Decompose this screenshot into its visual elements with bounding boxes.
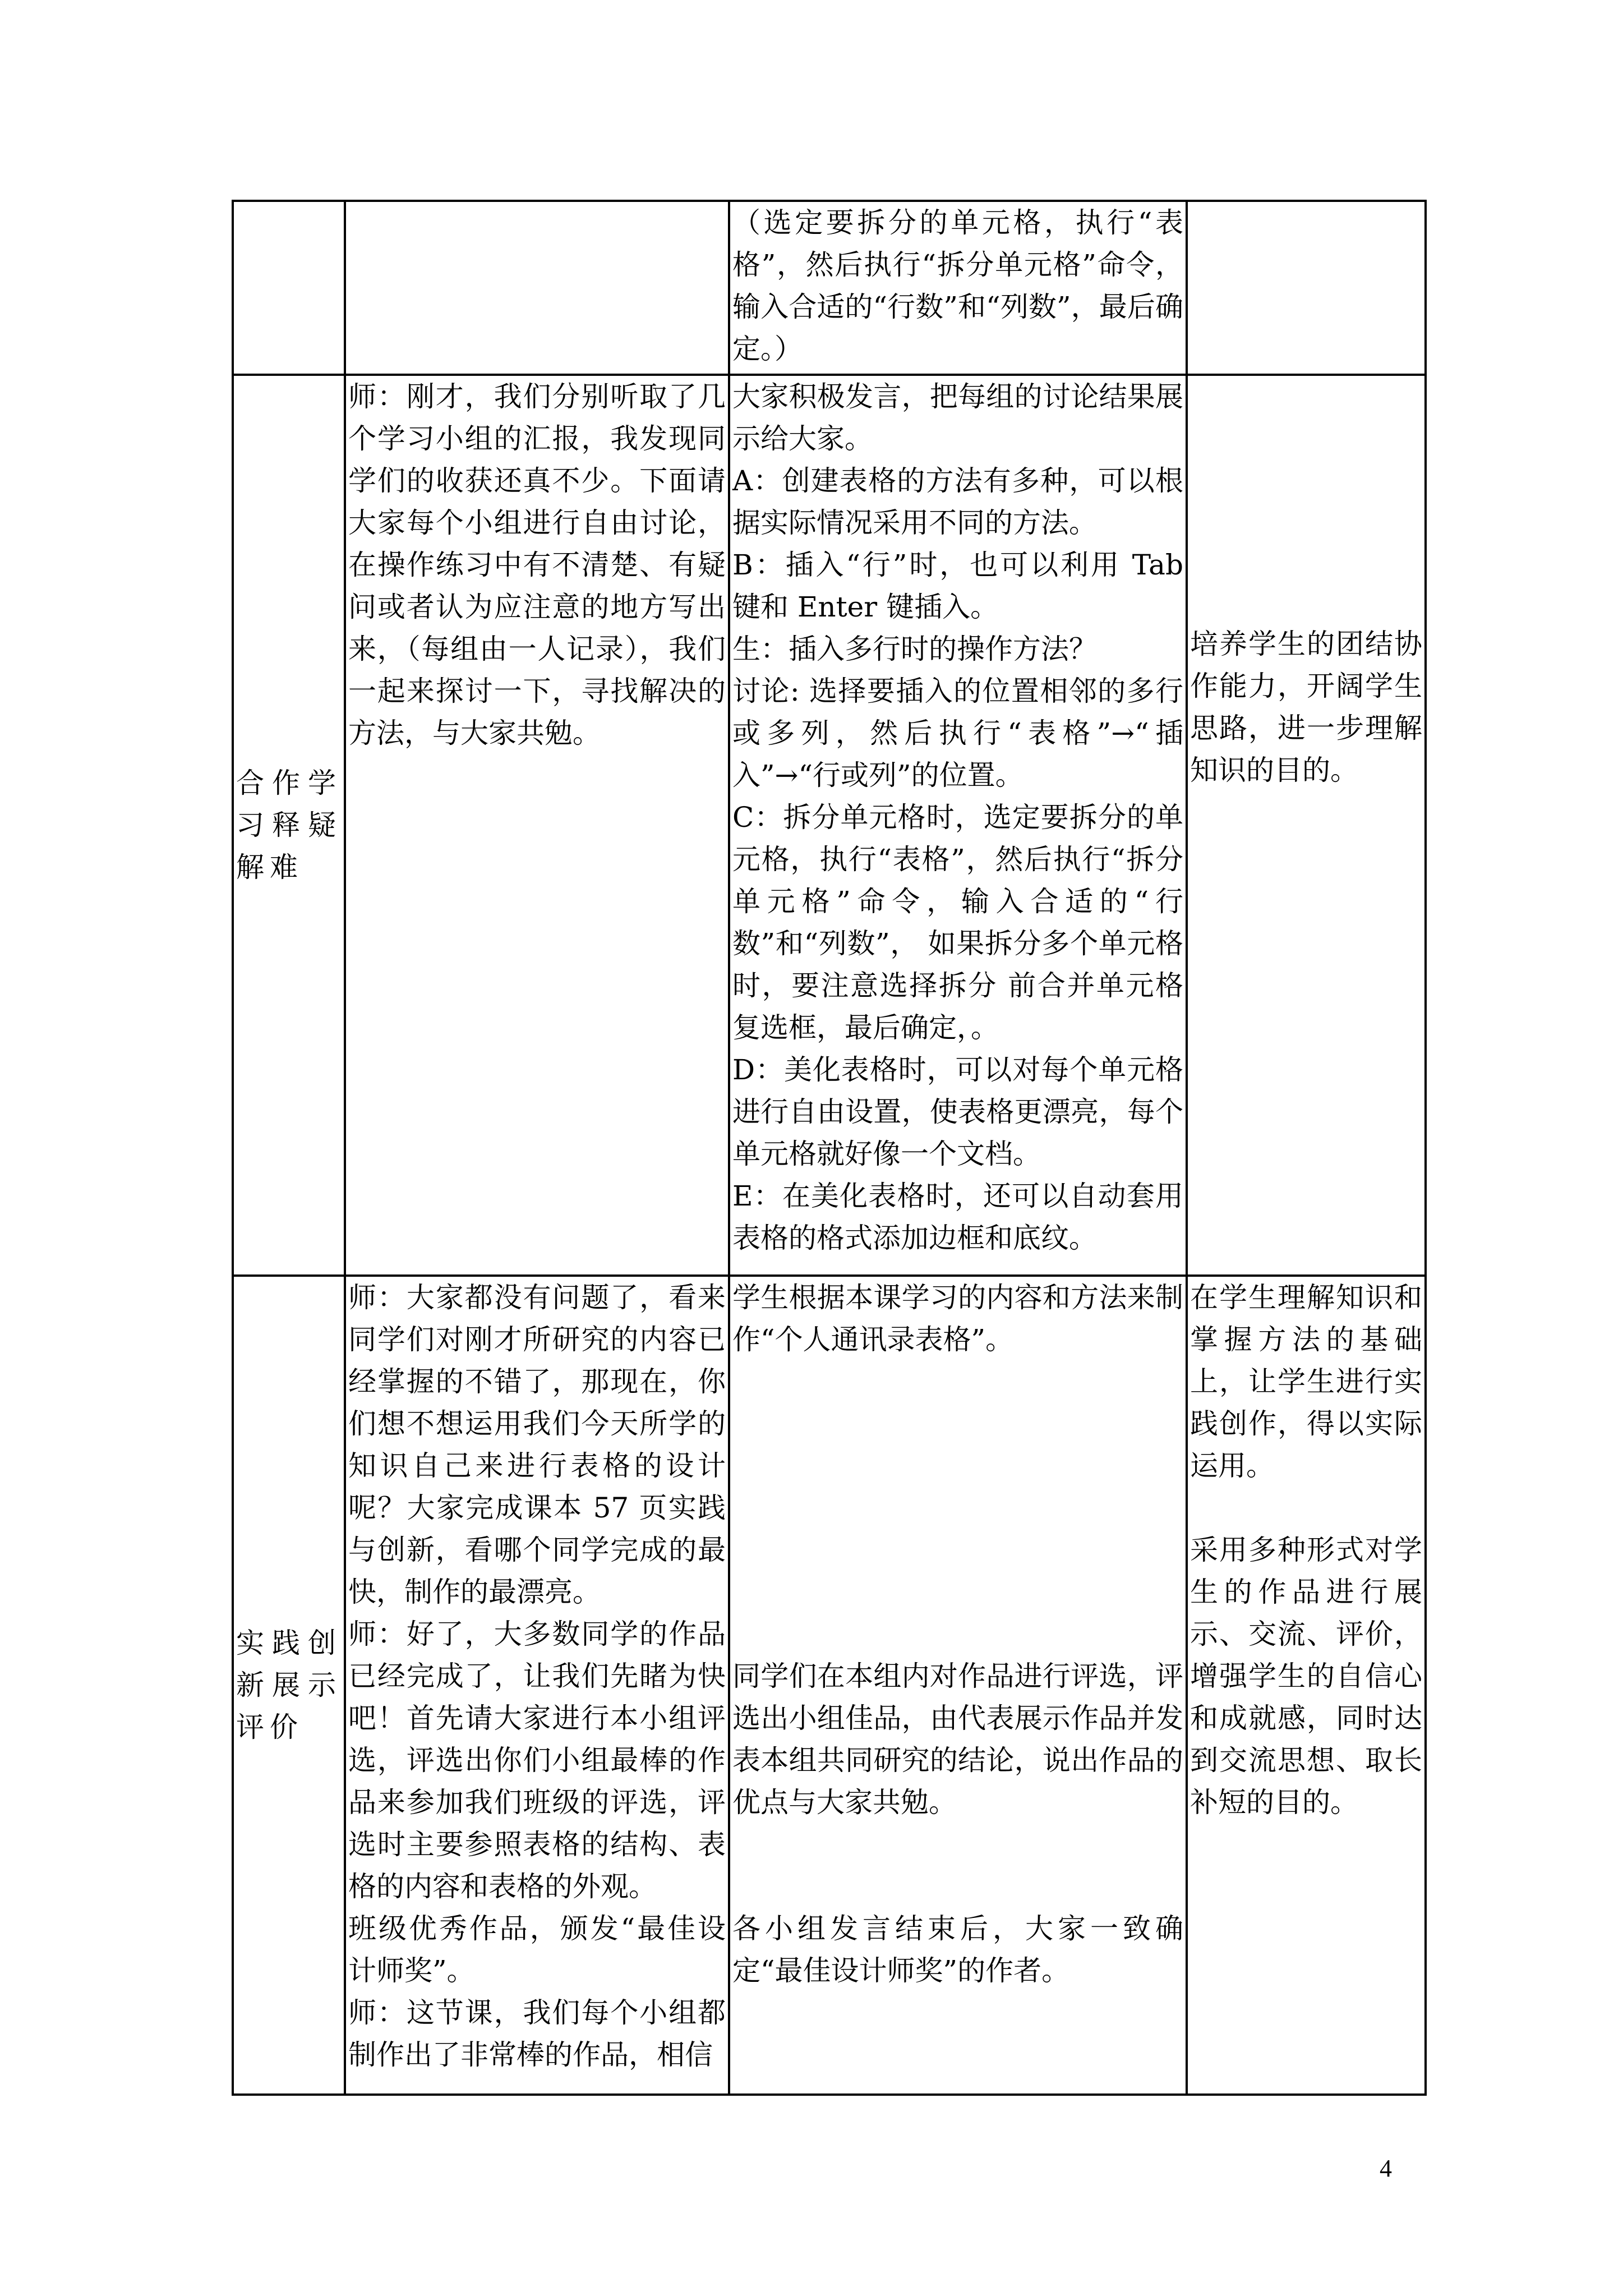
teacher-activity-text: 班级优秀作品，颁发“最佳设计师奖”。 xyxy=(348,1912,726,1987)
student-activity-text: A：创建表格的方法有多种，可以根据实际情况采用不同的方法。 xyxy=(732,464,1183,539)
student-activity-text: C：拆分单元格时，选定要拆分的单元格，执行“表格”，然后执行“拆分单元格”命令，输入合适的“行数”和“列数”， 如果拆分多个单元格时，要注意选择拆分 前合并单元格 复选框，最后确定，。 xyxy=(732,801,1183,1044)
design-intent-cell xyxy=(1187,1276,1426,2095)
design-intent-cell xyxy=(1187,201,1426,375)
teacher-activity-cell xyxy=(345,1276,729,2095)
table-row xyxy=(233,1276,1426,2095)
student-activity-text: （选定要拆分的单元格，执行“表格”，然后执行“拆分单元格”命令，输入合适的“行数”和“列数”，最后确定。） xyxy=(732,206,1183,365)
student-activity-text: 讨论: 选择要插入的位置相邻的多行或多列，然后执行“表格”→“插入”→“行或列”的位置。 xyxy=(732,675,1183,792)
design-intent-cell xyxy=(1187,375,1426,1276)
table-row xyxy=(233,375,1426,1276)
student-activity-text: B：插入“行”时，也可以利用 Tab 键和 Enter 键插入。 xyxy=(732,549,1183,623)
lesson-plan-table xyxy=(232,200,1427,2096)
teacher-activity-cell xyxy=(345,201,729,375)
design-intent-text: 在学生理解知识和掌握方法的基础上，让学生进行实践创作，得以实际运用。 xyxy=(1190,1281,1422,1482)
stage-cell xyxy=(233,201,345,375)
teacher-activity-text: 师：好了，大多数同学的作品已经完成了，让我们先睹为快吧！首先请大家进行本小组评选，评选出你们小组最棒的作品来参加我们班级的评选，评选时主要参照表格的结构、表格的内容和表格的外观。 xyxy=(348,1618,726,1903)
student-activity-cell xyxy=(729,375,1187,1276)
stage-cell: 实践创新展示评价 xyxy=(233,1276,345,2095)
student-activity-cell xyxy=(729,1276,1187,2095)
student-activity-text: 学生根据本课学习的内容和方法来制作“个人通讯录表格”。 xyxy=(732,1281,1183,1356)
student-activity-text: 同学们在本组内对作品进行评选，评选出小组佳品，由代表展示作品并发表本组共同研究的结论，说出作品的优点与大家共勉。 xyxy=(732,1660,1183,1819)
teacher-activity-text: 师：大家都没有问题了，看来同学们对刚才所研究的内容已经掌握的不错了，那现在，你们想不想运用我们今天所学的知识自己来进行表格的设计呢？大家完成课本 57 页实践与创新，看哪个同学完成的最快，制作的最漂亮。 xyxy=(348,1281,726,1608)
teacher-activity-text: 师：这节课，我们每个小组都制作出了非常棒的作品，相信 xyxy=(348,1996,726,2071)
spacer xyxy=(732,1824,1183,1908)
design-intent-text: 采用多种形式对学生的作品进行展示、交流、评价，增强学生的自信心和成就感，同时达到交流思想、取长补短的目的。 xyxy=(1190,1534,1422,1819)
student-activity-text: E：在美化表格时，还可以自动套用表格的格式添加边框和底纹。 xyxy=(732,1180,1183,1254)
student-activity-cell xyxy=(729,201,1187,375)
spacer xyxy=(1190,1487,1422,1529)
design-intent-text: 培养学生的团结协作能力，开阔学生思路，进一步理解知识的目的。 xyxy=(1190,628,1422,786)
student-activity-text: 各小组发言结束后，大家一致确定“最佳设计师奖”的作者。 xyxy=(732,1912,1183,1987)
teacher-activity-cell xyxy=(345,375,729,1276)
spacer xyxy=(732,1361,1183,1655)
student-activity-text: D：美化表格时，可以对每个单元格进行自由设置，使表格更漂亮，每个单元格就好像一个文档。 xyxy=(732,1053,1183,1170)
page-number: 4 xyxy=(1380,2155,1392,2182)
student-activity-text: 生：插入多行时的操作方法？ xyxy=(732,633,1097,665)
table-row xyxy=(233,201,1426,375)
student-activity-text: 大家积极发言，把每组的讨论结果展示给大家。 xyxy=(732,380,1183,455)
teacher-activity-text: 师：刚才，我们分别听取了几个学习小组的汇报，我发现同学们的收获还真不少。下面请大家每个小组进行自由讨论，在操作练习中有不清楚、有疑问或者认为应注意的地方写出来，（每组由一人记录），我们一起来探讨一下，寻找解决的方法，与大家共勉。 xyxy=(348,380,726,749)
stage-cell: 合作学习释疑解难 xyxy=(233,375,345,1276)
